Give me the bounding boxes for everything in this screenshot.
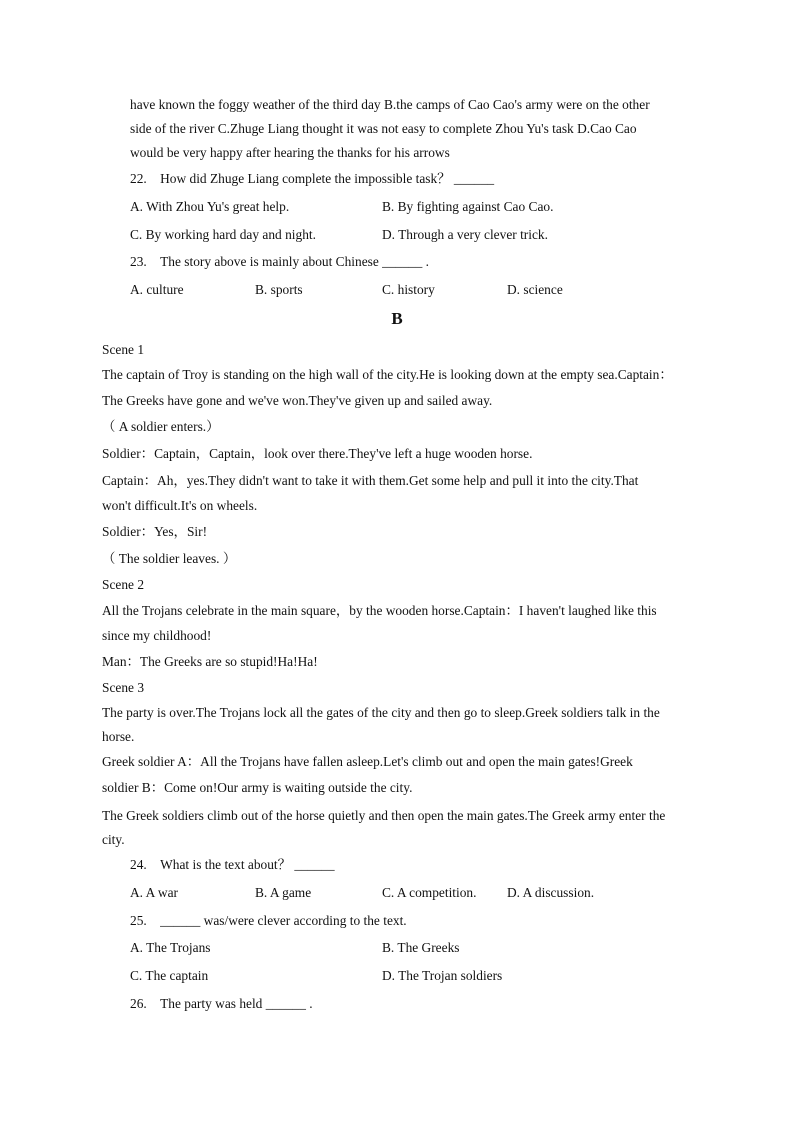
q23-option-a[interactable]: A. culture (130, 282, 184, 297)
q22-option-a[interactable]: A. With Zhou Yu's great help. (130, 199, 290, 214)
section-heading-b: B (391, 309, 403, 328)
q25-option-d[interactable]: D. The Trojan soldiers (382, 968, 503, 983)
dialogue-line: Soldier：Yes，Sir! (102, 524, 208, 539)
question-22: 22. How did Zhuge Liang complete the impossible task？ ______ (130, 171, 495, 186)
q23-option-d[interactable]: D. science (507, 282, 563, 297)
q24-option-a[interactable]: A. A war (130, 885, 178, 900)
stage-direction: （ A soldier enters.） (102, 419, 220, 434)
q22-option-b[interactable]: B. By fighting against Cao Cao. (382, 199, 554, 214)
q24-option-d[interactable]: D. A discussion. (507, 885, 595, 900)
q23-option-c[interactable]: C. history (382, 282, 435, 297)
question-26: 26. The party was held ______ . (130, 996, 313, 1011)
dialogue-line: Soldier：Captain，Captain，look over there.They've left a huge wooden horse. (102, 446, 533, 461)
dialogue-line: Greek soldier A：All the Trojans have fallen asleep.Let's climb out and open the main gates!Greek (102, 754, 633, 769)
q22-option-d[interactable]: D. Through a very clever trick. (382, 227, 548, 242)
scene-2-label: Scene 2 (102, 577, 145, 592)
question-23: 23. The story above is mainly about Chinese ______ . (130, 254, 430, 269)
dialogue-line: won't difficult.It's on wheels. (102, 498, 258, 513)
passage-line: The captain of Troy is standing on the high wall of the city.He is looking down at the empty sea.Captain： (102, 367, 673, 382)
q22-option-c[interactable]: C. By working hard day and night. (130, 227, 316, 242)
passage-line: The Greeks have gone and we've won.They've given up and sailed away. (102, 393, 493, 408)
scene-1-label: Scene 1 (102, 342, 145, 357)
question-24: 24. What is the text about？ ______ (130, 857, 335, 872)
q21-continued-line-3: would be very happy after hearing the thanks for his arrows (130, 145, 450, 160)
stage-direction: （ The soldier leaves. ） (102, 551, 237, 566)
q25-option-c[interactable]: C. The captain (130, 968, 209, 983)
q25-option-b[interactable]: B. The Greeks (382, 940, 460, 955)
passage-line: The party is over.The Trojans lock all the gates of the city and then go to sleep.Greek soldiers talk in the (102, 705, 660, 720)
q24-option-c[interactable]: C. A competition. (382, 885, 477, 900)
passage-line: horse. (102, 729, 135, 744)
q21-continued-line-1: have known the foggy weather of the third day B.the camps of Cao Cao's army were on the other (130, 97, 650, 112)
dialogue-line: Captain：Ah，yes.They didn't want to take it with them.Get some help and pull it into the city.That (102, 473, 639, 488)
q25-option-a[interactable]: A. The Trojans (130, 940, 211, 955)
q23-option-b[interactable]: B. sports (255, 282, 303, 297)
passage-line: The Greek soldiers climb out of the horse quietly and then open the main gates.The Greek army enter the (102, 808, 666, 823)
passage-line: All the Trojans celebrate in the main square，by the wooden horse.Captain：I haven't laughed like this (102, 603, 657, 618)
dialogue-line: Man：The Greeks are so stupid!Ha!Ha! (102, 654, 318, 669)
passage-line: since my childhood! (102, 628, 212, 643)
passage-line: city. (102, 832, 125, 847)
scene-3-label: Scene 3 (102, 680, 145, 695)
q24-option-b[interactable]: B. A game (255, 885, 312, 900)
q21-continued-line-2: side of the river C.Zhuge Liang thought it was not easy to complete Zhou Yu's task D.Cao Cao (130, 121, 637, 136)
question-25: 25. ______ was/were clever according to the text. (130, 913, 407, 928)
dialogue-line: soldier B：Come on!Our army is waiting outside the city. (102, 780, 413, 795)
